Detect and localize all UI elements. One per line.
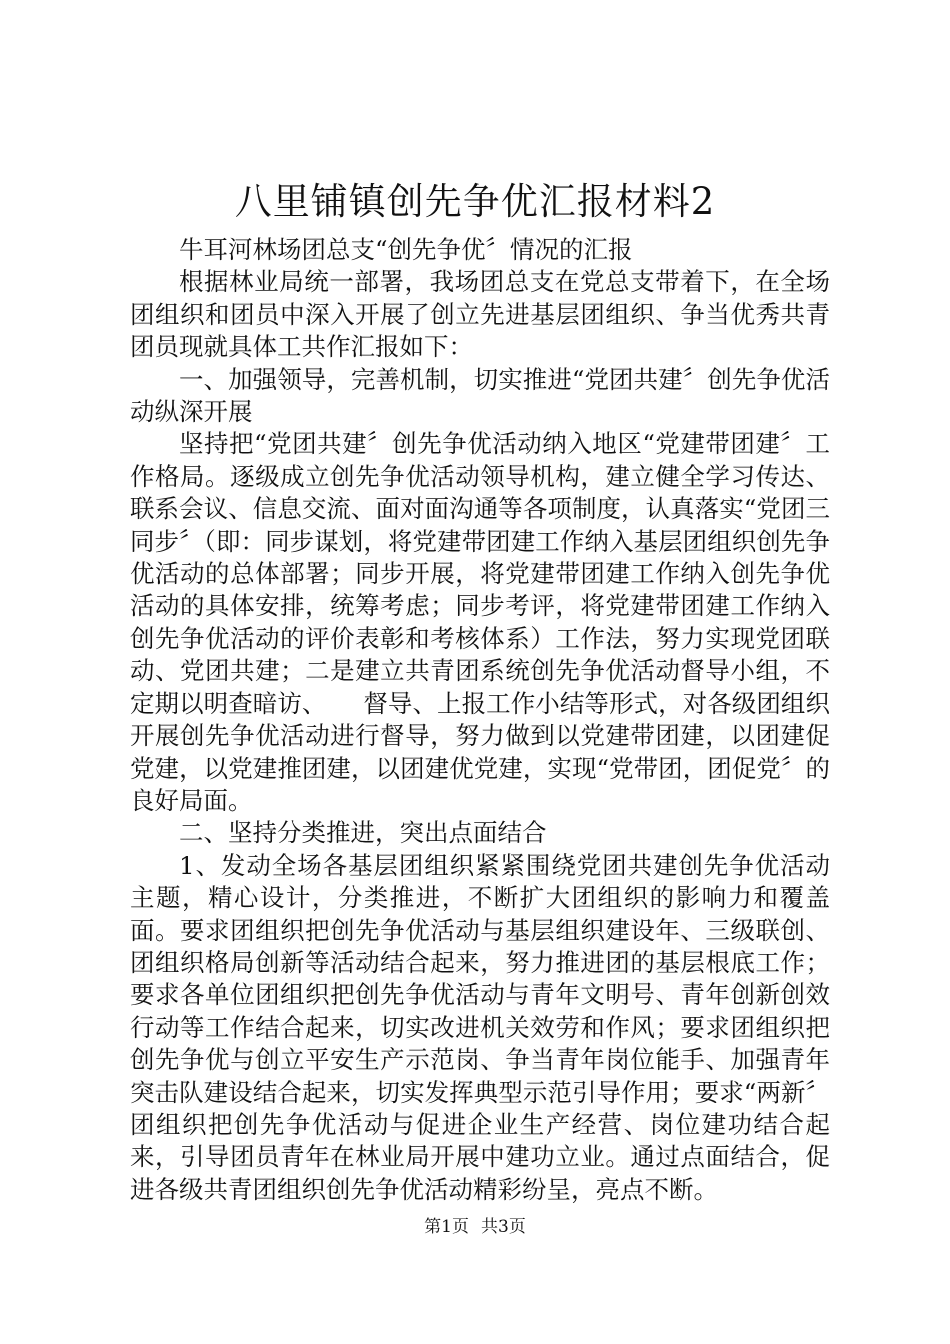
document-body [130,234,830,1206]
paragraph-intro: 根据林业局统一部署，我场团总支在党总支带着下，在全场团组织和团员中深入开展了创立先进基层团组织、争当优秀共青团员现就具体工共作汇报如下： [130,267,830,362]
paragraph-section-1: 坚持把“党团共建〞创先争优活动纳入地区“党建带团建〞工作格局。逐级成立创先争优活动领导机构，建立健全学习传达、联系会议、信息交流、面对面沟通等各项制度，认真落实“党团三同步〞（即：同步谋划，将党建带团建工作纳入基层团组织创先争优活动的总体部署；同步开展，将党建带团建工作纳入创先争优活动的具体安排，统筹考虑；同步考评，将党建带团建工作纳入创先争优活动的评价表彰和考核体系）工作法，努力实现党团联动、党团共建；二是建立共青团系统创先争优活动督导小组，不定期以明查暗访、 督导、上报工作小结等形式，对各级团组织开展创先争优活动进行督导，努力做到以党建带团建，以团建促党建，以党建推团建，以团建优党建，实现“党带团，团促党〞的良好局面。 [130,429,830,815]
page-total: 共3页 [481,1217,526,1237]
document-title: 八里铺镇创先争优汇报材料2 [234,180,716,223]
paragraph-subtitle: 牛耳河林场团总支“创先争优〞情况的汇报 [179,235,633,264]
page-footer [0,1216,950,1238]
section-heading-2: 二、坚持分类推进，突出点面结合 [179,818,547,848]
section-heading-1: 一、加强领导，完善机制，切实推进“党团共建〞创先争优活动纵深开展 [130,364,830,427]
page-number: 第1页 [424,1217,469,1237]
paragraph-section-2: 1、发动全场各基层团组织紧紧围绕党团共建创先争优活动主题，精心设计，分类推进，不断扩大团组织的影响力和覆盖面。要求团组织把创先争优活动与基层组织建设年、三级联创、团组织格局创新等活动结合起来，努力推进团的基层根底工作；要求各单位团组织把创先争优活动与青年文明号、青年创新创效行动等工作结合起来，切实改进机关效劳和作风；要求团组织把创先争优与创立平安生产示范岗、争当青年岗位能手、加强青年突击队建设结合起来，切实发挥典型示范引导作用；要求“两新〞团组织把创先争优活动与促进企业生产经营、岗位建功结合起来，引导团员青年在林业局开展中建功立业。通过点面结合，促进各级共青团组织创先争优活动精彩纷呈，亮点不断。 [130,850,830,1204]
